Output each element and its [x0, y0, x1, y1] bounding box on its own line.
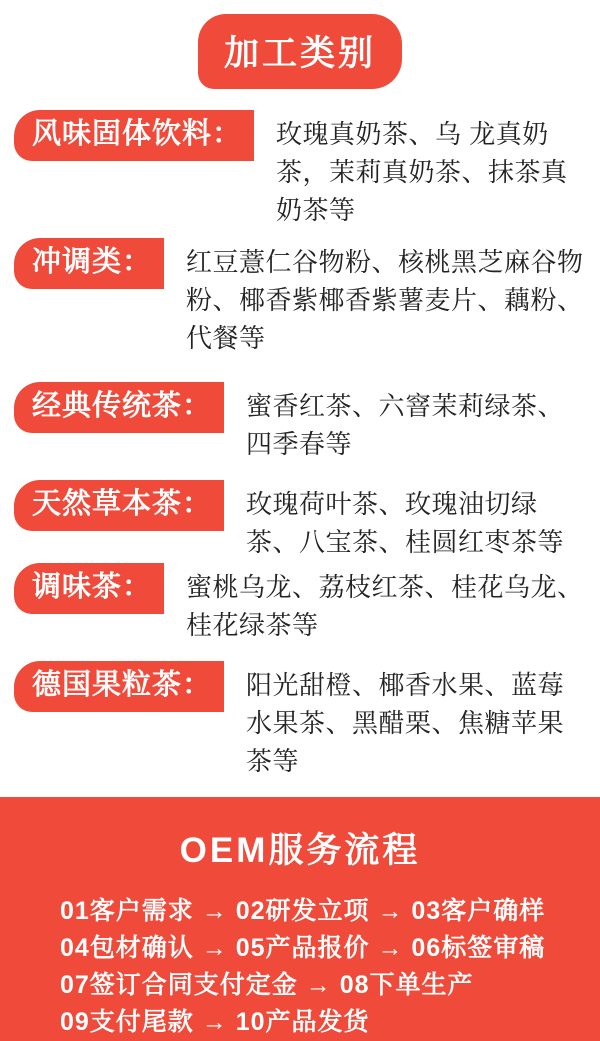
- oem-process-section: [0, 797, 600, 1041]
- oem-step: 01客户需求 → 02研发立项 → 03客户确样: [60, 897, 546, 925]
- processing-category-badge: [198, 14, 402, 89]
- category-items: 蜜桃乌龙、荔枝红茶、桂花乌龙、桂花绿茶等: [186, 572, 584, 640]
- category-label: 风味固体饮料：: [14, 110, 254, 161]
- oem-step: 04包材确认 → 05产品报价 → 06标签审稿: [60, 934, 546, 962]
- category-items: 红豆薏仁谷物粉、核桃黑芝麻谷物粉、椰香紫椰香紫薯麦片、藕粉、代餐等: [186, 247, 584, 353]
- category-row-flavored-tea: [0, 563, 600, 644]
- category-label: 经典传统茶：: [14, 382, 224, 433]
- category-label: 调味茶：: [14, 563, 164, 614]
- processing-category-badge-label: 加工类别: [223, 34, 376, 73]
- oem-process-title: OEM服务流程: [179, 831, 421, 870]
- oem-step: 07签订合同支付定金 → 08下单生产: [60, 971, 474, 999]
- category-items: 蜜香红茶、六窨茉莉绿茶、四季春等: [246, 391, 565, 459]
- category-label: 冲调类：: [14, 238, 164, 289]
- category-items: 玫瑰荷叶茶、玫瑰油切绿茶、八宝茶、桂圆红枣茶等: [246, 489, 565, 557]
- oem-step-list: [18, 893, 582, 1041]
- category-label: 德国果粒茶：: [14, 661, 224, 712]
- category-row-classic-traditional-tea: [0, 382, 600, 463]
- category-row-flavored-solid-drinks: [0, 110, 600, 229]
- category-row-natural-herbal-tea: [0, 480, 600, 561]
- category-row-german-fruit-tea: [0, 661, 600, 780]
- category-row-brew-mix: [0, 238, 600, 357]
- category-items: 玫瑰真奶茶、乌 龙真奶茶，茉莉真奶茶、抹茶真奶茶等: [276, 119, 568, 225]
- category-label: 天然草本茶：: [14, 480, 224, 531]
- category-items: 阳光甜橙、椰香水果、蓝莓水果茶、黑醋栗、焦糖苹果茶等: [246, 670, 565, 776]
- oem-step: 09支付尾款 → 10产品发货: [60, 1008, 370, 1036]
